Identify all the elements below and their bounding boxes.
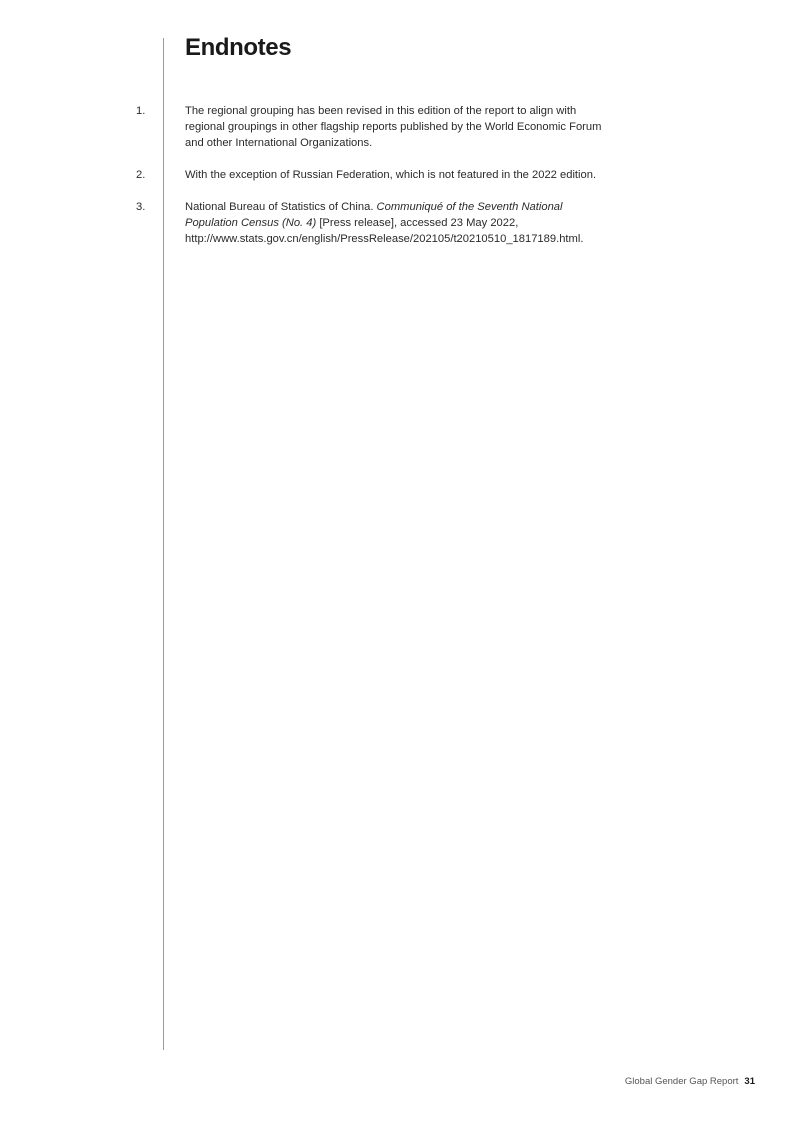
endnote-text-plain: National Bureau of Statistics of China. [185, 201, 377, 213]
endnote-item [0, 103, 793, 151]
endnote-number: 3. [136, 201, 146, 213]
endnote-number: 1. [136, 105, 146, 117]
endnote-text [185, 199, 603, 247]
endnote-text-plain[interactable]: [Press release], accessed 23 May 2022, http://www.stats.gov.cn/english/PressRelease/202105/t20210510_1817189.html. [185, 217, 584, 245]
endnote-text: The regional grouping has been revised in this edition of the report to align with regional groupings in other flagship reports published by the World Economic Forum and other International Organizations. [185, 105, 602, 149]
page-title: Endnotes [185, 34, 292, 61]
page-footer [625, 1076, 755, 1087]
endnote-number: 2. [136, 169, 146, 181]
endnotes-list [0, 103, 793, 263]
endnote-item [0, 199, 793, 247]
endnote-item [0, 167, 793, 183]
endnote-source-title: Communiqué of the Seventh National Population Census (No. 4) [185, 201, 563, 229]
footer-report-name: Global Gender Gap Report [624, 1076, 739, 1087]
endnote-text: With the exception of Russian Federation, which is not featured in the 2022 edition. [185, 169, 597, 181]
page-number: 31 [744, 1076, 755, 1087]
